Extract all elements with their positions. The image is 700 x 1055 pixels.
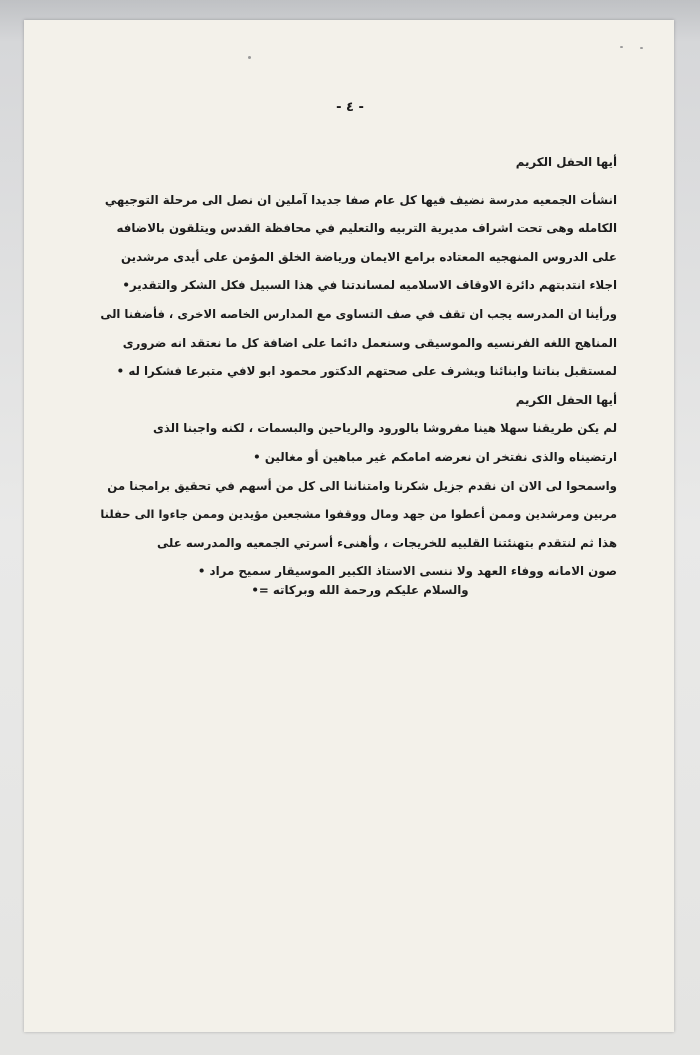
closing-line: والسلام عليكم ورحمة الله وبركاته =• bbox=[251, 583, 469, 597]
paragraph-line: لم يكن طريقنا سهلا هينا مفروشا بالورود والرياحين والبسمات ، لكنه واجبنا الذى bbox=[153, 421, 617, 436]
paragraph-line: واسمحوا لى الان ان نقدم جزيل شكرنا وامتناننا الى كل من أسهم في تحقيق برامجنا من bbox=[107, 478, 617, 493]
paragraph-line: المناهج اللغه الفرنسيه والموسيقى وسنعمل دائما على اضافة كل ما نعتقد انه ضرورى bbox=[122, 335, 617, 350]
page-number: - ٤ - bbox=[336, 100, 364, 115]
paragraph-line: مربين ومرشدين وممن أعطوا من جهد ومال ووقفوا مشجعين مؤيدين وممن جاءوا الى حفلنا bbox=[100, 507, 617, 522]
paragraph-line: ارتضيناه والذى نفتخر ان نعرضه امامكم غير مباهين أو مغالين • bbox=[253, 449, 617, 464]
salutation: أيها الحفل الكريم bbox=[515, 392, 617, 407]
letter-body bbox=[100, 148, 617, 586]
paragraph-line: على الدروس المنهجيه المعتاده برامع الايمان ورياضة الخلق المؤمن على أيدى مرشدين bbox=[121, 249, 617, 264]
paragraph-line: ورأينا ان المدرسه يجب ان تقف في صف التساوى مع المدارس الخاصه الاخرى ، فأضفنا الى bbox=[100, 306, 617, 321]
paragraph-line: انشأت الجمعيه مدرسة نضيف فيها كل عام صفا جديدا آملين ان نصل الى مرحلة التوجيهي bbox=[104, 192, 617, 207]
paragraph-line: اجلاء انتدبتهم دائرة الاوقاف الاسلاميه لمساندتنا في هذا السبيل فكل الشكر والتقدير• bbox=[122, 278, 617, 293]
dust-speck bbox=[248, 56, 251, 59]
paragraph-line: لمستقبل بناتنا وابنائنا ويشرف على صحتهم الدكتور محمود ابو لافي متبرعا فشكرا له • bbox=[116, 364, 617, 379]
dust-speck bbox=[620, 46, 623, 48]
salutation: أيها الحفل الكريم bbox=[515, 155, 617, 169]
paragraph-line: هذا ثم لنتقدم بتهنئتنا القلبيه للخريجات ، وأهنىء أسرتي الجمعيه والمدرسه على bbox=[156, 535, 617, 550]
paragraph-line: الكامله وهى تحت اشراف مديرية التربيه والتعليم في محافظة القدس ويتلقون بالاضافه bbox=[116, 221, 617, 236]
paragraph-line: صون الامانه ووفاء العهد ولا ننسى الاستاذ الكبير الموسيقار سميح مراد • bbox=[197, 564, 617, 579]
dust-speck bbox=[640, 47, 643, 49]
